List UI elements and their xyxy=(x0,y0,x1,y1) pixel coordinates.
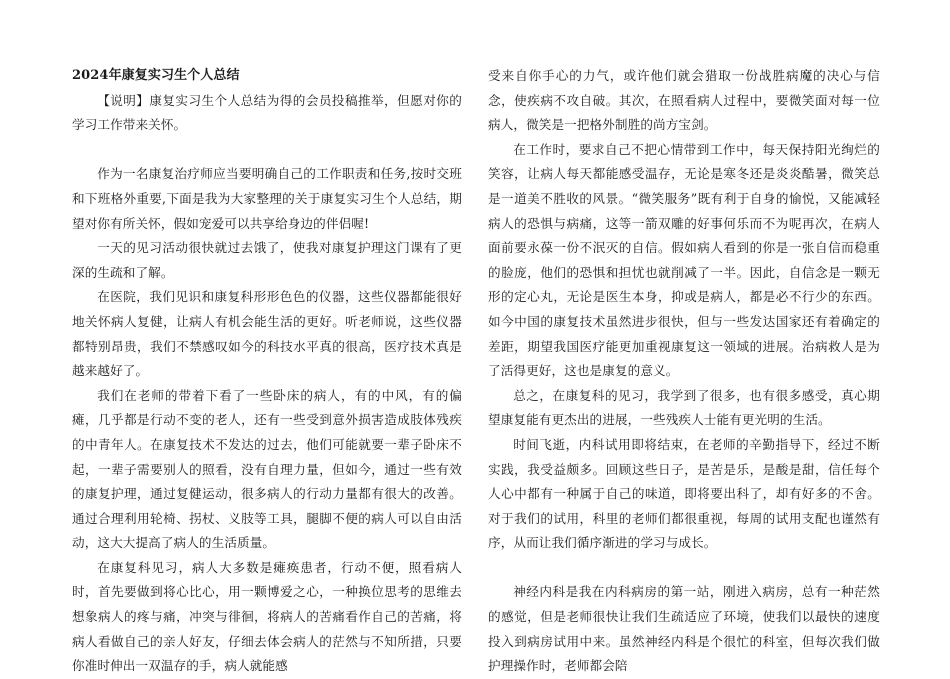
note-paragraph: 【说明】康复实习生个人总结为得的会员投稿推举，但愿对你的学习工作带来关怀。 xyxy=(72,92,462,133)
left-column xyxy=(72,64,462,679)
body-paragraph: 在医院，我们见识和康复科形形色色的仪器，这些仪器都能很好地关怀病人复健，让病人有机会能生活的更好。听老师说，这些仪器都特别昂贵，我们不禁感叹如今的科技水平真的很高，医疗技术真是越来越好了。 xyxy=(72,289,462,379)
continued-paragraph: 受来自你手心的力气，或许他们就会猎取一份战胜病魔的决心与信念，使疾病不攻自破。其次，在照看病人过程中，要微笑面对每一位病人，微笑是一把格外制胜的尚方宝剑。 xyxy=(488,68,880,133)
body-paragraph: 神经内科是我在内科病房的第一站，刚进入病房，总有一种茫然的感觉，但是老师很快让我们生疏适应了环境，使我们以最快的速度投入到病房试用中来。虽然神经内科是个很忙的科室，但每次我们做护理操作时，老师都会陪 xyxy=(488,584,880,674)
paragraph-gap xyxy=(72,138,462,163)
body-paragraph: 我们在老师的带着下看了一些卧床的病人，有的中风，有的偏瘫，几乎都是行动不变的老人，还有一些受到意外损害造成肢体残疾的中青年人。在康复技术不发达的过去，他们可能就要一辈子卧床不起，一辈子需要别人的照看，没有自理力量，但如今，通过一些有效的康复护理，通过复健运动，很多病人的行动力量都有很大的改善。通过合理利用轮椅、拐杖、义肢等工具，腿脚不便的病人可以自由活动，这大大提高了病人的生活质量。 xyxy=(72,387,462,551)
paragraph-gap xyxy=(488,556,880,581)
body-paragraph: 在工作时，要求自己不把心情带到工作中，每天保持阳光绚烂的笑容，让病人每天都能感受温存，无论是寒冬还是炎炎酷暑，微笑总是一道美不胜收的风景。“微笑服务”既有利于自身的愉悦，又能减轻病人的恐惧与病痛，这等一箭双雕的好事何乐而不为呢再次，在病人面前要永葆一份不泯灭的自信。假如病人看到的你是一张自信而稳重的脸庞，他们的恐惧和担忧也就削减了一半。因此，自信念是一颗无形的定心丸，无论是医生本身，抑或是病人，都是必不行少的东西。如今中国的康复技术虽然进步很快，但与一些发达国家还有着确定的差距，期望我国医疗能更加重视康复这一领域的进展。治病救人是为了活得更好，这也是康复的意义。 xyxy=(488,141,880,379)
body-paragraph: 总之，在康复科的见习，我学到了很多，也有很多感受，真心期望康复能有更杰出的进展，一些残疾人士能有更光明的生活。 xyxy=(488,387,880,428)
body-paragraph: 在康复科见习，病人大多数是瘫痪患者，行动不便，照看病人时，首先要做到将心比心，用一颗博爱之心，一种换位思考的思维去想象病人的疼与痛，冲突与徘徊，将病人的苦痛看作自己的苦痛，将病人看做自己的亲人好友，仔细去体会病人的茫然与不知所措，只要你准时伸出一双温存的手，病人就能感 xyxy=(72,559,462,674)
body-paragraph: 时间飞逝，内科试用即将结束，在老师的辛勤指导下，经过不断实践，我受益颇多。回顾这些日子，是苦是乐，是酸是甜，信任每个人心中都有一种属于自己的味道，即将要出科了，却有好多的不舍。对于我们的试用，科里的老师们都很重视，每周的试用支配也谨然有序，从而让我们循序渐进的学习与成长。 xyxy=(488,436,880,551)
body-paragraph: 一天的见习活动很快就过去饿了，使我对康复护理这门课有了更深的生疏和了解。 xyxy=(72,240,462,280)
intro-paragraph: 作为一名康复治疗师应当要明确自己的工作职责和任务,按时交班和下班格外重要,下面是我为大家整理的关于康复实习生个人总结，期望对你有所关怀，假如宠爱可以共享给身边的伴侣喔! xyxy=(72,166,462,231)
document-title: 2024年康复实习生个人总结 xyxy=(72,68,240,83)
right-column xyxy=(488,64,880,679)
